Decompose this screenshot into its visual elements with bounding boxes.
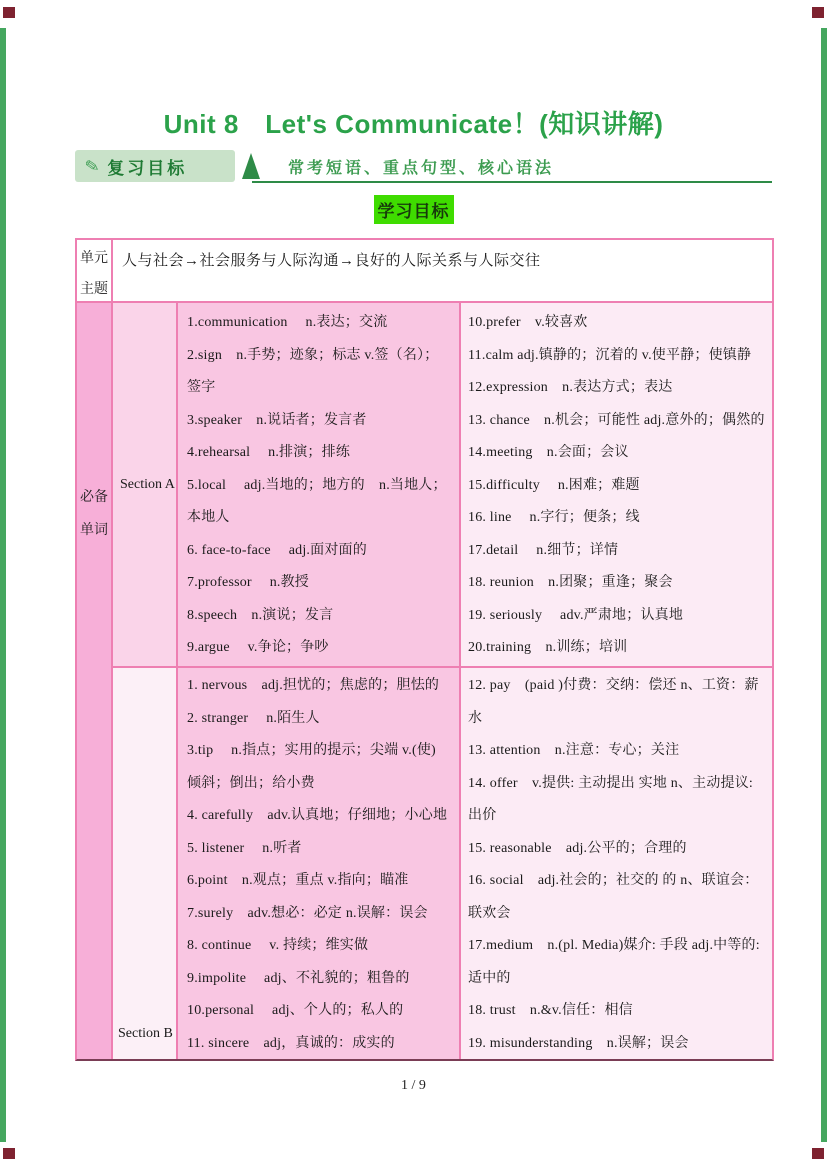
vocab-entry: 4. carefully adv.认真地；仔细地；小心地 [187,808,448,823]
vocab-entry: 19. seriously adv.严肃地；认真地 [468,607,684,623]
review-goal-subtitle: 常考短语、重点句型、核心语法 [288,160,555,177]
vocab-entry: 6.point n.观点；重点 v.指向；瞄准 [187,873,409,888]
section-a-words-left [178,303,461,668]
vocab-entry: 14. offer v.提供: 主动提出 实地 n、主动提议: 出价 [468,775,754,823]
banner-underline [252,181,772,183]
vocab-entry: 2.sign n.手势；迹象；标志 v.签（名）；签字 [187,347,439,395]
vocab-column-header: 必备单词 [77,303,113,1059]
vocab-entry: 7.surely adv.想必：必定 n.误解：误会 [187,905,428,921]
vocab-entry: 19. misunderstanding n.误解；误会 [468,1035,689,1051]
vocab-entry: 12. pay (paid )付费：交纳：偿还 n、工资：薪水 [468,678,759,726]
corner-mark-bottom-left [3,1148,15,1159]
vocab-entry: 18. trust n.&v.信任：相信 [468,1003,633,1018]
section-a-words-right [461,303,772,668]
pencil-icon: ✎ [83,155,101,177]
section-b-label: Section B [113,668,178,1059]
vocab-entry: 9.argue v.争论；争吵 [187,640,329,655]
vocab-entry: 5.local adj.当地的；地方的 n.当地人；本地人 [187,477,447,525]
vocab-entry: 13. chance n.机会；可能性 adj.意外的；偶然的 [468,412,765,428]
unit-theme-content: 人与社会→社会服务与人际沟通→良好的人际关系与人际交往 [113,240,772,303]
corner-mark-bottom-right [812,1148,824,1159]
vocab-entry: 13. attention n.注意：专心；关注 [468,743,680,758]
unit-theme-header: 单元主题 [77,240,113,303]
vocab-entry: 20.training n.训练；培训 [468,640,628,655]
vocabulary-table [75,238,774,1061]
vocab-entry: 11. sincere adj，真诚的：成实的 [187,1035,395,1051]
section-b-words-right [461,668,772,1059]
page-number: 1 / 9 [401,1078,426,1093]
vocab-entry: 17.medium n.(pl. Media)媒介: 手段 adj.中等的: 适中的 [468,938,760,986]
vocab-entry: 18. reunion n.团聚；重逢；聚会 [468,575,673,590]
vocab-entry: 15. reasonable adj.公平的；合理的 [468,840,687,856]
vocab-entry: 2. stranger n.陌生人 [187,710,320,726]
vocab-entry: 6. face-to-face adj.面对面的 [187,542,367,558]
vocab-entry: 5. listener n.听者 [187,840,302,856]
vocab-entry: 16. line n.字行；便条；线 [468,510,640,525]
vocab-entry: 7.professor n.教授 [187,575,309,590]
section-a-label: Section A [113,303,178,668]
vocab-entry: 10.prefer v.较喜欢 [468,315,588,330]
vocab-entry: 3.tip n.指点；实用的提示；尖端 v.(使)倾斜；倒出；给小费 [187,743,436,791]
vocab-entry: 14.meeting n.会面；会议 [468,445,629,460]
page-edge-bar-right [821,28,827,1142]
vocab-entry: 8.speech n.演说；发言 [187,607,334,623]
vocab-entry: 1.communication n.表达；交流 [187,315,388,330]
vocab-entry: 4.rehearsal n.排演；排练 [187,445,351,460]
review-goal-banner [75,150,235,182]
section-b-words-left [178,668,461,1059]
page-edge-bar-left [0,28,6,1142]
vocab-entry: 3.speaker n.说话者；发言者 [187,412,367,428]
vocab-entry: 12.expression n.表达方式；表达 [468,380,673,395]
corner-mark-top-left [3,7,15,18]
vocab-entry: 11.calm adj.镇静的；沉着的 v.使平静；使镇静 [468,347,752,363]
vocab-entry: 8. continue v. 持续；维实做 [187,938,369,953]
corner-mark-top-right [812,7,824,18]
vocab-entry: 1. nervous adj.担忧的；焦虑的；胆怯的 [187,678,440,693]
vocab-entry: 16. social adj.社会的；社交的 的 n、联谊会：联欢会 [468,873,759,921]
study-goal-badge: 学习目标 [374,195,454,224]
vocab-entry: 10.personal adj、个人的；私人的 [187,1003,404,1018]
vocab-entry: 17.detail n.细节；详情 [468,542,619,558]
vocab-entry: 15.difficulty n.困难；难题 [468,477,640,493]
review-goal-label: 复习目标 [107,158,188,178]
triangle-icon [242,153,260,179]
vocab-entry: 9.impolite adj、不礼貌的；粗鲁的 [187,970,410,986]
page-title: Unit 8 Let's Communicate！(知识讲解) [163,109,664,139]
